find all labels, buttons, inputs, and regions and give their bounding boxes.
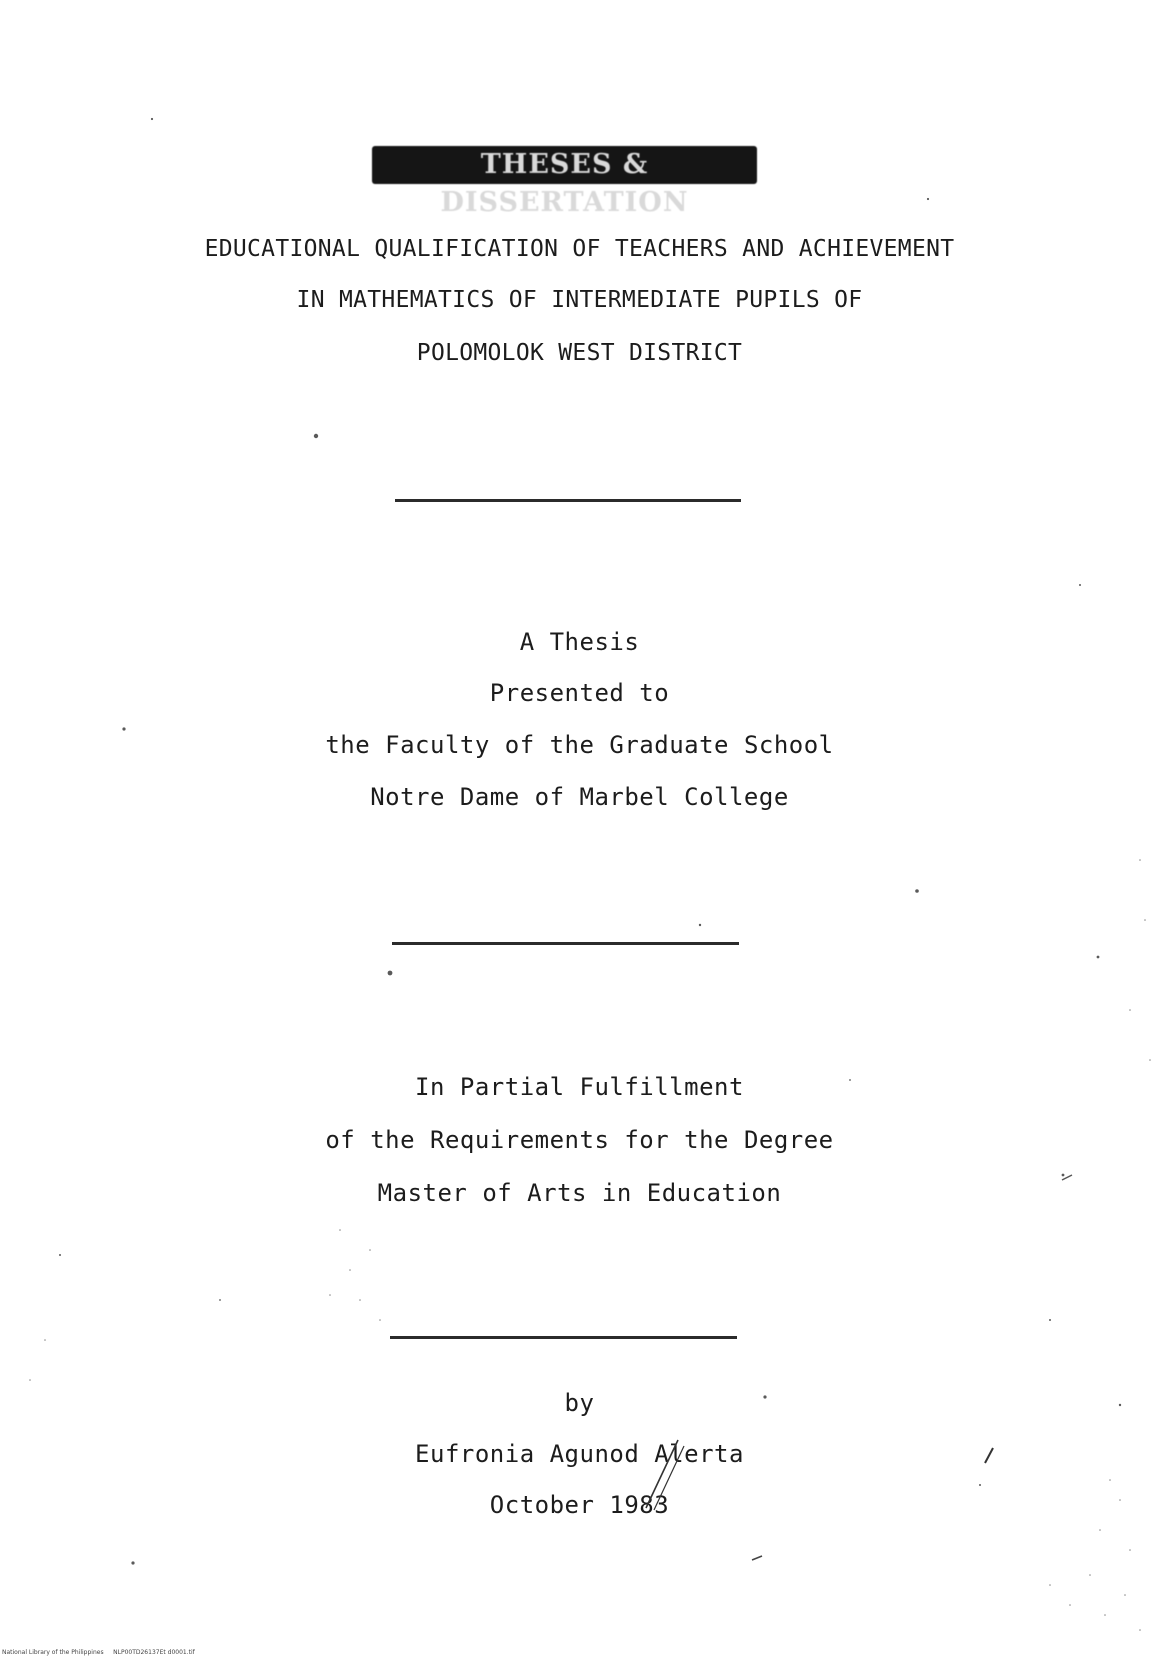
library-stamp: THESES & DISSERTATION: [372, 146, 757, 184]
author-name: Eufronia Agunod Alerta: [415, 1440, 744, 1468]
faculty-line: the Faculty of the Graduate School: [325, 731, 834, 759]
submission-date: October 1983: [489, 1491, 670, 1519]
thesis-title-line-1: EDUCATIONAL QUALIFICATION OF TEACHERS AND ACHIEVEMENT: [204, 236, 955, 262]
footer-file: NLP00TD26137Et d0001.tif: [113, 1649, 195, 1656]
college-name: Notre Dame of Marbel College: [370, 783, 789, 811]
footer-library: National Library of the Philippines: [2, 1649, 104, 1656]
fulfillment-line-1: In Partial Fulfillment: [415, 1073, 744, 1101]
by-label: by: [564, 1389, 595, 1417]
presented-to: Presented to: [489, 679, 670, 707]
thesis-label: A Thesis: [519, 628, 640, 656]
divider-rule-2: [392, 942, 739, 945]
handwritten-correction-mark: [638, 1436, 688, 1516]
thesis-title-line-3: POLOMOLOK WEST DISTRICT: [416, 340, 743, 366]
divider-rule-1: [395, 499, 741, 502]
divider-rule-3: [390, 1336, 737, 1339]
degree-name: Master of Arts in Education: [377, 1179, 782, 1207]
scan-footer: [2, 1649, 195, 1656]
fulfillment-line-2: of the Requirements for the Degree: [325, 1126, 834, 1154]
thesis-title-line-2: IN MATHEMATICS OF INTERMEDIATE PUPILS OF: [296, 287, 863, 313]
